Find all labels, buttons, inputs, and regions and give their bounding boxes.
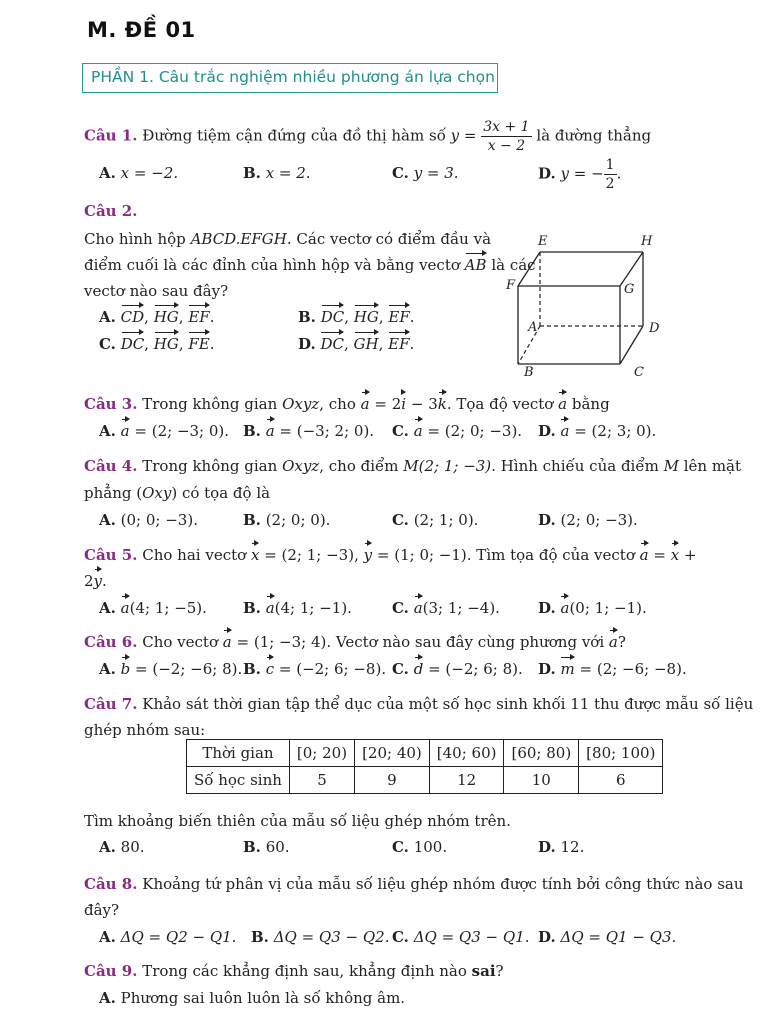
question-text xyxy=(84,484,270,502)
vector-a: a xyxy=(608,633,618,651)
table-row xyxy=(187,767,663,794)
text: + xyxy=(683,546,697,564)
vertex-g: G xyxy=(624,282,635,297)
option-label: C. xyxy=(392,660,409,678)
option-label: B. xyxy=(243,422,261,440)
numerator: 3x + 1 xyxy=(483,119,530,135)
punct: ? xyxy=(495,962,504,980)
option-label: B. xyxy=(298,308,316,326)
option-value: ΔQ = Q2 − Q1. xyxy=(120,928,237,946)
question-text: ghép nhóm sau: xyxy=(84,721,206,739)
table-cell: 10 xyxy=(504,767,579,794)
sep: , xyxy=(378,308,389,326)
text: 2 xyxy=(84,572,94,590)
option-value: (2; 0; −3). xyxy=(560,511,638,529)
vertex-h: H xyxy=(641,234,653,249)
option-label: C. xyxy=(392,422,409,440)
question-label: Câu 9. xyxy=(84,962,138,980)
option-label: B. xyxy=(243,838,261,856)
question-text: vectơ nào sau đây? xyxy=(84,282,229,300)
option-a[interactable] xyxy=(99,838,145,856)
option-label: B. xyxy=(251,928,269,946)
question-label: Câu 3. xyxy=(84,395,138,413)
text: bằng xyxy=(571,395,610,413)
option-label: D. xyxy=(538,422,556,440)
punct: ? xyxy=(617,633,626,651)
text: = (1; 0; −1). Tìm tọa độ của vectơ xyxy=(376,546,635,564)
question-label: Câu 6. xyxy=(84,633,138,651)
option-value: ΔQ = Q1 − Q3. xyxy=(560,928,677,946)
question-text xyxy=(84,256,536,274)
table-header-cell: Thời gian xyxy=(187,740,290,767)
question-7 xyxy=(84,695,753,713)
text: , cho điểm xyxy=(319,457,399,475)
vector: EF xyxy=(388,335,410,353)
table-cell: Số học sinh xyxy=(187,767,290,794)
text: . Tọa độ vectơ xyxy=(446,395,554,413)
question-text: đây? xyxy=(84,901,120,919)
option-label: A. xyxy=(99,422,116,440)
vector-a: a xyxy=(560,422,570,440)
option-label: C. xyxy=(392,164,409,182)
vector: DC xyxy=(320,335,344,353)
option-d[interactable] xyxy=(538,422,656,440)
vertex-c: C xyxy=(634,365,644,380)
text: điểm cuối là các đỉnh của hình hộp và bằng vectơ xyxy=(84,256,460,274)
option-d[interactable] xyxy=(538,838,584,856)
text: Cho hai vectơ xyxy=(142,546,247,564)
numerator: 1 xyxy=(605,157,615,173)
option-label: D. xyxy=(298,335,316,353)
text: = xyxy=(653,546,666,564)
denominator: 2 xyxy=(605,176,615,192)
option-value: ΔQ = Q3 − Q1. xyxy=(413,928,530,946)
sep: , xyxy=(178,308,189,326)
question-1 xyxy=(84,118,651,155)
vector-d: d xyxy=(413,660,424,678)
question-text: Tìm khoảng biến thiên của mẫu số liệu ghép nhóm trên. xyxy=(84,812,511,830)
option-a[interactable] xyxy=(99,164,178,182)
question-8 xyxy=(84,875,744,893)
option-c[interactable] xyxy=(99,335,215,353)
option-value: x = 2. xyxy=(265,164,311,182)
text: là các xyxy=(491,256,536,274)
question-label: Câu 2. xyxy=(84,202,138,220)
vector: FE xyxy=(188,335,210,353)
question-6 xyxy=(84,633,626,651)
text: Cho vectơ xyxy=(142,633,218,651)
option-b[interactable] xyxy=(243,511,330,529)
edge-hg xyxy=(620,252,643,286)
edge-cd xyxy=(620,326,643,364)
option-label: C. xyxy=(392,599,409,617)
text: ) có tọa độ là xyxy=(171,484,271,502)
option-value: (4; 1; −5). xyxy=(129,599,207,617)
fraction xyxy=(481,118,531,155)
vector-ab: AB xyxy=(464,256,487,274)
option-value: (2; 1; 0). xyxy=(413,511,479,529)
vector-a: a xyxy=(120,599,130,617)
vector-a: a xyxy=(360,395,370,413)
table-header-cell: [40; 60) xyxy=(429,740,504,767)
option-label: B. xyxy=(243,599,261,617)
vertex-e: E xyxy=(538,234,548,249)
table-cell: 12 xyxy=(429,767,504,794)
text: , cho xyxy=(319,395,356,413)
punct: . xyxy=(209,308,215,326)
text: − 3 xyxy=(410,395,438,413)
option-label: C. xyxy=(392,838,409,856)
option-b[interactable] xyxy=(243,422,374,440)
option-c[interactable] xyxy=(392,511,478,529)
vector-i: i xyxy=(401,395,407,413)
punct: . xyxy=(616,164,622,183)
vector-b: b xyxy=(120,660,131,678)
sep: , xyxy=(344,308,354,326)
option-a[interactable] xyxy=(99,660,242,678)
option-value: = (2; −3; 0). xyxy=(134,422,230,440)
sep: , xyxy=(378,335,389,353)
sep: , xyxy=(144,308,154,326)
option-label: D. xyxy=(538,599,556,617)
option-value: (3; 1; −4). xyxy=(422,599,500,617)
vector-m: m xyxy=(560,660,575,678)
question-label: Câu 1. xyxy=(84,126,138,145)
punct: . xyxy=(409,308,415,326)
option-c[interactable] xyxy=(392,164,459,182)
option-value: 100. xyxy=(413,838,448,856)
space-name: Oxyz xyxy=(282,457,320,475)
vector-a: a xyxy=(222,633,232,651)
option-c[interactable] xyxy=(392,660,523,678)
question-9 xyxy=(84,962,504,980)
option-a[interactable] xyxy=(99,599,207,617)
vector-a: a xyxy=(265,422,275,440)
table-cell: 5 xyxy=(289,767,354,794)
vector: DC xyxy=(320,308,345,326)
vector-x: x xyxy=(670,546,680,564)
table-header-cell: [60; 80) xyxy=(504,740,579,767)
option-value: 12. xyxy=(560,838,585,856)
option-b[interactable] xyxy=(243,838,290,856)
option-value: 80. xyxy=(120,838,145,856)
text: = (2; 1; −3), xyxy=(264,546,359,564)
vector-a: a xyxy=(120,422,130,440)
text: lên mặt xyxy=(683,457,742,475)
vertex-d: D xyxy=(649,321,660,336)
vector: CD xyxy=(120,308,145,326)
vector-c: c xyxy=(265,660,275,678)
question-label: Câu 7. xyxy=(84,695,138,713)
text: phẳng ( xyxy=(84,484,143,502)
fraction xyxy=(604,156,617,193)
option-value: y = 3. xyxy=(413,164,459,182)
option-label: B. xyxy=(243,660,261,678)
option-a[interactable] xyxy=(99,308,214,326)
option-label: A. xyxy=(99,838,116,856)
math-y: y = xyxy=(450,126,477,145)
vector-a: a xyxy=(560,599,570,617)
text: Trong các khẳng định sau, khẳng định nào xyxy=(142,962,467,980)
vertex-b: B xyxy=(524,365,534,380)
table-header-cell: [80; 100) xyxy=(579,740,663,767)
vector: HG xyxy=(353,308,379,326)
option-label: B. xyxy=(243,511,261,529)
question-3 xyxy=(84,395,610,413)
question-label: Câu 5. xyxy=(84,546,138,564)
question-text: Đường tiệm cận đứng của đồ thị hàm số xyxy=(142,126,446,145)
option-label: A. xyxy=(99,928,116,946)
sep: , xyxy=(178,335,189,353)
option-label: A. xyxy=(99,511,116,529)
option-value: y = − xyxy=(560,164,604,183)
option-b[interactable] xyxy=(251,928,389,946)
punct: . xyxy=(209,335,215,353)
option-label: D. xyxy=(538,838,556,856)
option-value: Phương sai luôn luôn là số không âm. xyxy=(120,989,406,1007)
vertex-a: A xyxy=(528,320,538,335)
option-b[interactable] xyxy=(243,164,311,182)
vector-a: a xyxy=(413,422,423,440)
denominator: x − 2 xyxy=(487,138,526,154)
option-label: C. xyxy=(392,928,409,946)
option-c[interactable] xyxy=(392,422,522,440)
punct: . xyxy=(102,572,107,590)
text: . Các vectơ có điểm đầu và xyxy=(286,230,492,248)
option-b[interactable] xyxy=(243,599,352,617)
option-d[interactable] xyxy=(538,511,638,529)
plane-name: Oxy xyxy=(142,484,172,502)
option-value: = (2; 3; 0). xyxy=(574,422,657,440)
text: Cho hình hộp xyxy=(84,230,186,248)
option-value: (4; 1; −1). xyxy=(274,599,352,617)
vector-y: y xyxy=(363,546,373,564)
option-c[interactable] xyxy=(392,838,447,856)
edge-ef xyxy=(518,252,540,286)
option-a[interactable] xyxy=(99,422,229,440)
option-d[interactable] xyxy=(538,599,647,617)
vector-y: y xyxy=(93,572,103,590)
table-cell: 9 xyxy=(355,767,430,794)
exam-title: M. ĐỀ 01 xyxy=(87,18,196,42)
option-value: (0; 0; −3). xyxy=(120,511,198,529)
text: Khảo sát thời gian tập thể dục của một số học sinh khối 11 thu được mẫu số liệu xyxy=(142,695,754,713)
option-label: D. xyxy=(538,164,556,183)
vector-k: k xyxy=(437,395,447,413)
option-value: = (2; 0; −3). xyxy=(427,422,523,440)
option-value: (2; 0; 0). xyxy=(265,511,331,529)
vector: DC xyxy=(120,335,145,353)
option-value: = (−2; 6; −8). xyxy=(278,660,387,678)
text: Trong không gian xyxy=(142,395,278,413)
question-text: là đường thẳng xyxy=(536,126,652,145)
option-c[interactable] xyxy=(392,928,529,946)
option-label: A. xyxy=(99,989,116,1007)
question-text xyxy=(84,572,107,590)
option-label: D. xyxy=(538,511,556,529)
vector-a: a xyxy=(639,546,649,564)
option-label: B. xyxy=(243,164,261,182)
option-d[interactable] xyxy=(538,928,676,946)
vector-a: a xyxy=(265,599,275,617)
text: = (1; −3; 4). Vectơ nào sau đây cùng phương với xyxy=(236,633,605,651)
sep: , xyxy=(144,335,154,353)
vector-a: a xyxy=(558,395,568,413)
text: Trong không gian xyxy=(142,457,278,475)
vector-x: x xyxy=(250,546,260,564)
text: Khoảng tứ phân vị của mẫu số liệu ghép nhóm được tính bởi công thức nào sau xyxy=(142,875,744,893)
vector: HG xyxy=(153,308,179,326)
table-header-cell: [0; 20) xyxy=(289,740,354,767)
emphasis: sai xyxy=(471,962,496,980)
option-label: A. xyxy=(99,660,116,678)
text: . Hình chiếu của điểm xyxy=(491,457,659,475)
space-name: Oxyz xyxy=(282,395,320,413)
option-value: ΔQ = Q3 − Q2. xyxy=(273,928,390,946)
vector: EF xyxy=(388,308,410,326)
point-m: M(2; 1; −3) xyxy=(403,457,492,475)
option-value: x = −2. xyxy=(120,164,179,182)
option-label: A. xyxy=(99,308,116,326)
vector: HG xyxy=(153,335,179,353)
vector-a: a xyxy=(413,599,423,617)
option-c[interactable] xyxy=(392,599,500,617)
option-a[interactable] xyxy=(99,511,198,529)
vector: GH xyxy=(353,335,379,353)
part-heading: PHẦN 1. Câu trắc nghiệm nhiều phương án lựa chọn xyxy=(91,68,495,86)
question-label: Câu 4. xyxy=(84,457,138,475)
option-label: D. xyxy=(538,928,556,946)
table-cell: 6 xyxy=(579,767,663,794)
point-m: M xyxy=(663,457,679,475)
option-value: = (2; −6; −8). xyxy=(579,660,687,678)
option-label: C. xyxy=(99,335,116,353)
sep: , xyxy=(344,335,354,353)
frequency-table xyxy=(186,739,663,794)
option-label: D. xyxy=(538,660,556,678)
box-name: ABCD.EFGH xyxy=(190,230,287,248)
question-4 xyxy=(84,457,741,475)
option-value: = (−2; 6; 8). xyxy=(428,660,523,678)
option-a[interactable] xyxy=(99,928,236,946)
table-row xyxy=(187,740,663,767)
vector: EF xyxy=(188,308,210,326)
option-value: = (−3; 2; 0). xyxy=(279,422,375,440)
punct: . xyxy=(409,335,415,353)
option-d[interactable] xyxy=(538,660,687,678)
option-label: C. xyxy=(392,511,409,529)
text: = 2 xyxy=(374,395,402,413)
question-5 xyxy=(84,546,697,564)
question-text xyxy=(84,230,491,248)
vertex-f: F xyxy=(506,278,516,293)
option-a[interactable] xyxy=(99,989,405,1007)
option-value: (0; 1; −1). xyxy=(569,599,647,617)
option-value: = (−2; −6; 8). xyxy=(135,660,243,678)
option-label: A. xyxy=(99,599,116,617)
option-b[interactable] xyxy=(243,660,386,678)
option-d[interactable] xyxy=(298,335,414,353)
box-figure xyxy=(500,228,680,384)
table-header-cell: [20; 40) xyxy=(355,740,430,767)
option-label: A. xyxy=(99,164,116,182)
option-b[interactable] xyxy=(298,308,415,326)
option-d[interactable] xyxy=(538,156,621,193)
option-value: 60. xyxy=(265,838,290,856)
question-label: Câu 8. xyxy=(84,875,138,893)
